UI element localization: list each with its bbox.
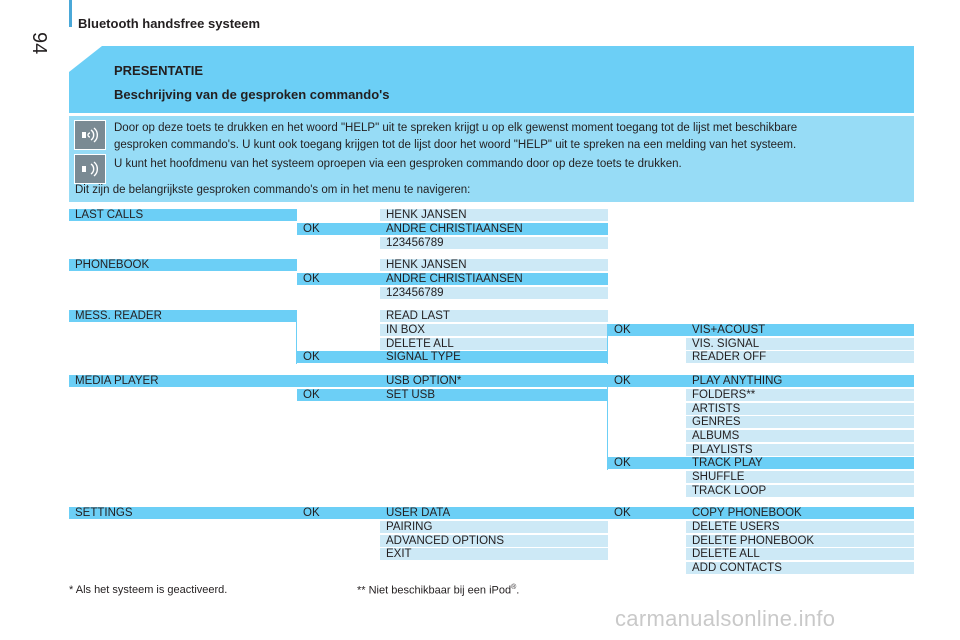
connector-line [607,324,608,364]
info-line-1: Door op deze toets te drukken en het woord "HELP" uit te spreken krijgt u op elk gewenst moment toegang tot de lijst met beschikbare [114,122,798,134]
section-header [69,46,914,113]
connector-line [607,375,608,470]
speaker-icon [81,161,99,177]
info-line-2: gesproken commando's. U kunt ook toegang krijgen tot de lijst door het woord "HELP" uit te spreken na een melding van het systeem. [114,139,797,151]
menu-item-mess-reader: MESS. READER [69,310,297,322]
section-title: PRESENTATIE [114,63,204,78]
list-item: PLAY ANYTHING [692,375,783,387]
header-accent-bar [69,0,72,27]
list-item: SIGNAL TYPE [386,351,461,363]
list-item: USER DATA [386,507,451,519]
list-item: ANDRÉ CHRISTIAANSEN [386,273,523,285]
menu-item-media-player: MEDIA PLAYER [69,375,608,387]
ok-label: OK [614,507,631,519]
footnote-ipod: ** Niet beschikbaar bij een iPod®. [357,584,520,597]
ok-label: OK [303,351,320,363]
ok-label: OK [614,324,631,336]
info-line-3: U kunt het hoofdmenu van het systeem oproepen via een gesproken commando door op deze toets te drukken. [114,158,682,170]
list-item: ARTISTS [686,403,914,415]
list-item: EXIT [380,548,608,560]
ok-label: OK [614,457,631,469]
list-item: SHUFFLE [686,471,914,483]
list-item: IN BOX [380,324,608,336]
list-item: ADVANCED OPTIONS [380,535,608,547]
list-item: 123456789 [380,237,608,249]
ok-label: OK [303,273,320,285]
info-panel [69,116,914,202]
list-item: USB OPTION* [386,375,462,387]
menu-item-settings: SETTINGS [69,507,914,519]
voice-command-icon [74,120,106,150]
menu-item-last-calls: LAST CALLS [69,209,297,221]
voice-command-icon [74,154,106,184]
info-line-4: Dit zijn de belangrijkste gesproken commando's om in het menu te navigeren: [75,184,471,196]
list-item: ADD CONTACTS [686,562,914,574]
watermark: carmanualsonline.info [615,606,836,631]
menu-item-phonebook: PHONEBOOK [69,259,297,271]
list-item: DELETE ALL [380,338,608,350]
list-item: PAIRING [380,521,608,533]
list-item: DELETE USERS [686,521,914,533]
list-item: VIS+ACOUST [692,324,766,336]
ok-label: OK [303,507,320,519]
footnote-activated: * Als het systeem is geactiveerd. [69,584,228,596]
section-subtitle: Beschrijving van de gesproken commando's [114,87,390,102]
speaker-icon [81,127,99,143]
ok-label: OK [303,389,320,401]
list-item: COPY PHONEBOOK [692,507,802,519]
list-item: FOLDERS** [686,389,914,401]
header-title: Bluetooth handsfree systeem [78,16,261,31]
ok-label: OK [614,375,631,387]
list-item: 123456789 [380,287,608,299]
list-item: DELETE ALL [686,548,914,560]
list-item: READ LAST [380,310,608,322]
ok-label: OK [303,223,320,235]
list-item: PLAYLISTS [686,444,914,456]
list-item: SET USB [386,389,435,401]
list-item: TRACK LOOP [686,485,914,497]
list-item: ANDRÉ CHRISTIAANSEN [386,223,523,235]
list-item: DELETE PHONEBOOK [686,535,914,547]
list-item: HENK JANSEN [380,259,608,271]
list-item: VIS. SIGNAL [686,338,914,350]
list-item: READER OFF [686,351,914,363]
list-item: HENK JANSEN [380,209,608,221]
list-item: TRACK PLAY [692,457,763,469]
corner-notch [69,46,102,72]
list-item: GENRES [686,416,914,428]
list-item: ALBUMS [686,430,914,442]
